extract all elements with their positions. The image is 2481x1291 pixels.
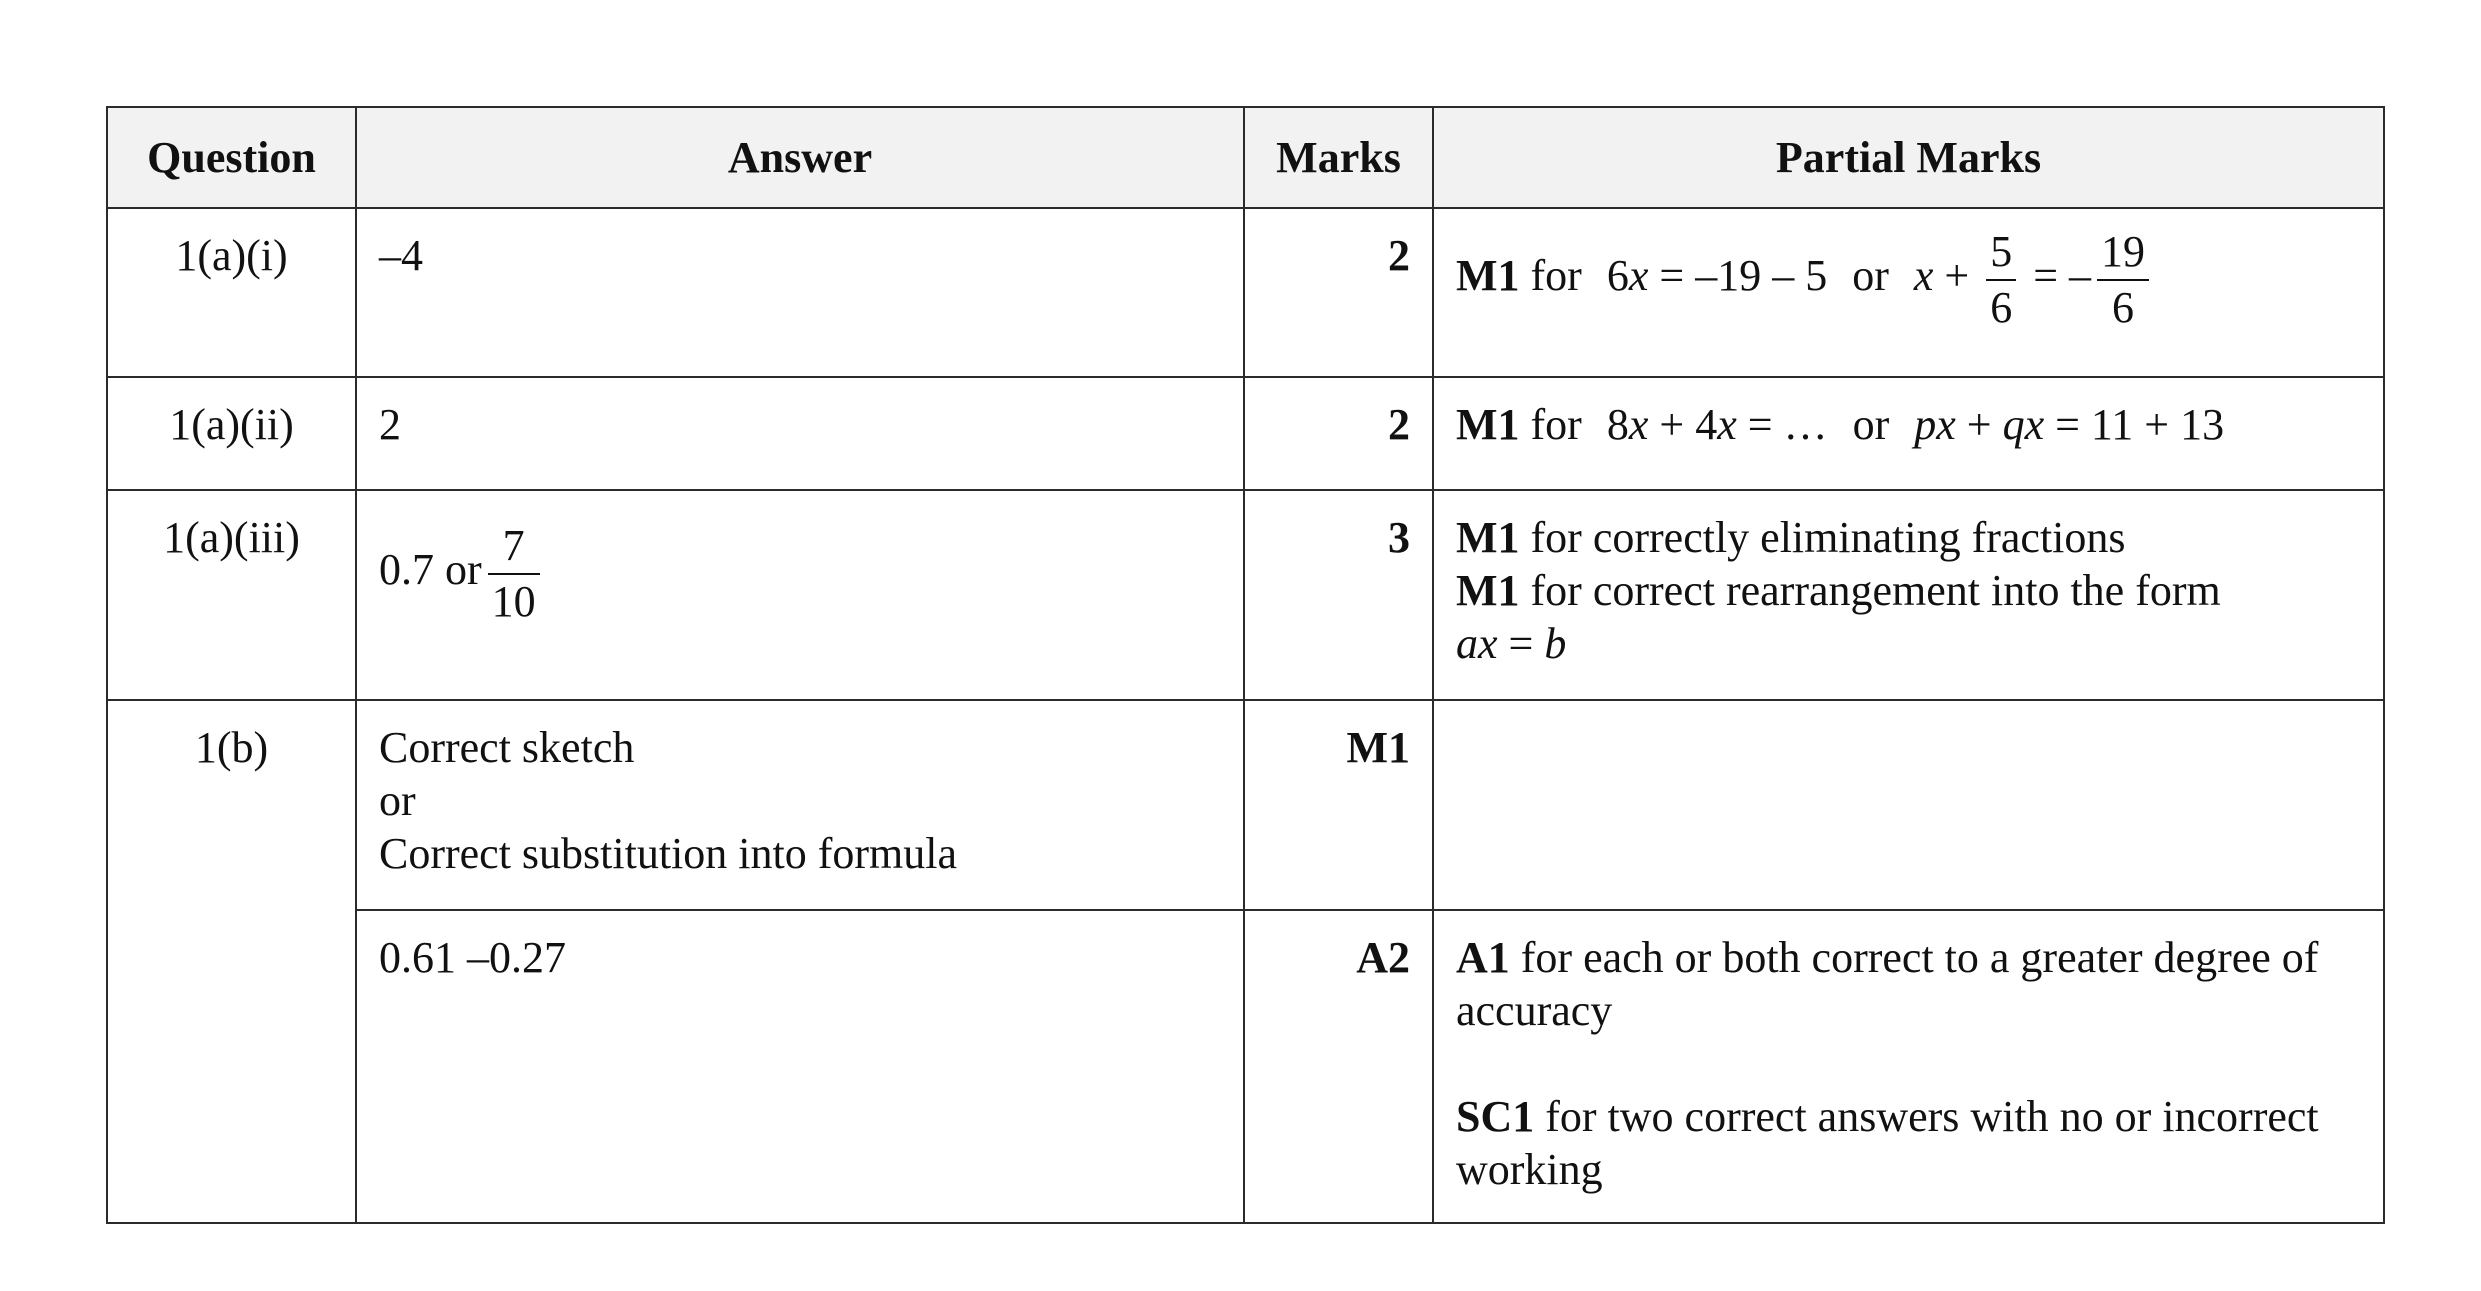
equation-term: = xyxy=(1497,619,1545,668)
mark-code: M1 xyxy=(1456,251,1520,301)
partial-marks-line xyxy=(1456,617,2361,670)
for-word: for xyxy=(1530,251,1582,301)
equation-term: 8 xyxy=(1606,400,1629,449)
equation-term: = 11 + 13 xyxy=(2044,400,2225,449)
header-partial-marks: Partial Marks xyxy=(1433,107,2384,208)
fraction xyxy=(2097,225,2149,335)
equation-term: + 4 xyxy=(1648,400,1718,449)
equation-term: = – xyxy=(2022,251,2092,301)
answer-line: or xyxy=(379,776,416,825)
variable-b: b xyxy=(1544,619,1567,668)
partial-text: for correct rearrangement into the form xyxy=(1519,566,2221,615)
marks-cell: M1 xyxy=(1244,700,1433,910)
header-answer: Answer xyxy=(356,107,1244,208)
fraction-numerator: 19 xyxy=(2097,225,2149,281)
or-word: or xyxy=(1852,400,1890,449)
fraction-numerator: 7 xyxy=(488,519,540,575)
partial-marks-cell xyxy=(1433,208,2384,377)
table-row xyxy=(107,377,2384,490)
mark-code: M1 xyxy=(1456,566,1520,615)
fraction-denominator: 6 xyxy=(2112,283,2135,332)
equation-term: + xyxy=(1955,400,2003,449)
answer-prefix: 0.7 or xyxy=(379,545,482,595)
answer-cell: 0.61 –0.27 xyxy=(356,910,1244,1223)
variable-qx: qx xyxy=(2002,400,2045,449)
variable-x: x xyxy=(1717,400,1737,449)
partial-marks-line xyxy=(1456,511,2361,564)
answer-cell: 2 xyxy=(356,377,1244,490)
fraction-denominator: 10 xyxy=(491,577,536,626)
header-marks: Marks xyxy=(1244,107,1433,208)
equation-term: + xyxy=(1933,251,1981,301)
for-word: for xyxy=(1530,400,1582,449)
question-cell: 1(a)(i) xyxy=(107,208,356,377)
partial-marks-line xyxy=(1456,564,2361,617)
fraction-denominator: 6 xyxy=(1990,283,2013,332)
partial-marks-line xyxy=(1456,931,2361,1037)
mark-code: M1 xyxy=(1456,400,1520,449)
question-cell: 1(a)(ii) xyxy=(107,377,356,490)
table-row xyxy=(107,910,2384,1223)
header-row xyxy=(107,107,2384,208)
header-question: Question xyxy=(107,107,356,208)
marks-cell: 3 xyxy=(1244,490,1433,700)
equation-term: = … xyxy=(1736,400,1828,449)
equation-term: = –19 – 5 xyxy=(1648,251,1828,301)
variable-px: px xyxy=(1914,400,1956,449)
mark-code: M1 xyxy=(1456,513,1520,562)
mark-code: SC1 xyxy=(1456,1092,1535,1141)
table-row xyxy=(107,208,2384,377)
variable-x: x xyxy=(1913,251,1934,301)
table-row xyxy=(107,490,2384,700)
fraction xyxy=(1986,225,2016,335)
partial-marks-line xyxy=(1456,225,2155,335)
marks-cell: A2 xyxy=(1244,910,1433,1223)
mark-scheme-table xyxy=(106,106,2385,1224)
marks-cell: 2 xyxy=(1244,377,1433,490)
answer-line: Correct substitution into formula xyxy=(379,829,958,878)
marks-cell: 2 xyxy=(1244,208,1433,377)
answer-cell xyxy=(356,490,1244,700)
fraction-numerator: 5 xyxy=(1986,225,2016,281)
variable-x: x xyxy=(1628,400,1649,449)
partial-marks-cell xyxy=(1433,490,2384,700)
fraction xyxy=(488,519,540,629)
equation-term: 6 xyxy=(1606,251,1629,301)
partial-marks-cell xyxy=(1433,377,2384,490)
table-row xyxy=(107,700,2384,910)
partial-text: for correctly eliminating fractions xyxy=(1519,513,2126,562)
or-word: or xyxy=(1852,251,1889,301)
answer-line: Correct sketch xyxy=(379,723,635,772)
partial-text: for two correct answers with no or incorrect working xyxy=(1456,1092,2319,1194)
variable-ax: ax xyxy=(1456,619,1498,668)
answer-cell: –4 xyxy=(356,208,1244,377)
partial-text: for each or both correct to a greater degree of accuracy xyxy=(1456,933,2319,1035)
question-cell: 1(b) xyxy=(107,700,356,1223)
variable-x: x xyxy=(1628,251,1649,301)
answer-cell xyxy=(356,700,1244,910)
question-cell: 1(a)(iii) xyxy=(107,490,356,700)
partial-marks-cell xyxy=(1433,910,2384,1223)
answer-line xyxy=(379,519,546,629)
mark-code: A1 xyxy=(1456,933,1510,982)
partial-marks-cell xyxy=(1433,700,2384,910)
partial-marks-line xyxy=(1456,1090,2361,1196)
